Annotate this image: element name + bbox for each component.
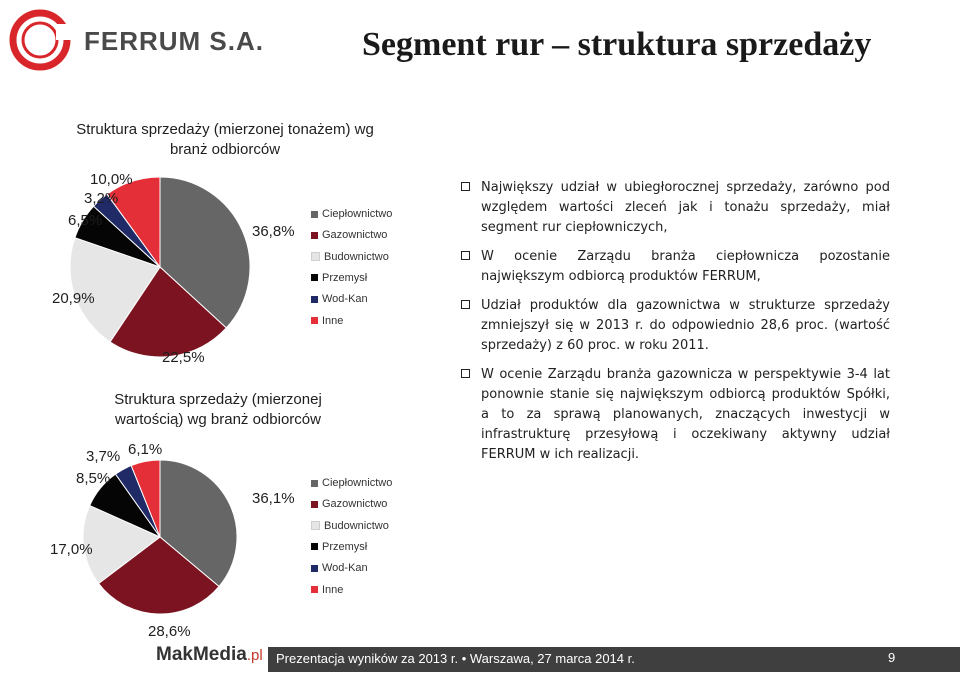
pie-data-label: 36,1% bbox=[252, 490, 295, 507]
checkbox-bullet-icon bbox=[461, 300, 470, 309]
legend-item bbox=[311, 497, 387, 511]
legend-label: Budownictwo bbox=[324, 250, 389, 263]
chart2-title: Struktura sprzedaży (mierzonej wartością) wg branż odbiorców bbox=[114, 391, 322, 428]
legend-item bbox=[311, 583, 343, 597]
pie-data-label: 22,5% bbox=[162, 349, 205, 366]
makmedia-logo: MakMedia.pl bbox=[156, 644, 263, 665]
legend-swatch bbox=[311, 543, 318, 550]
pie-data-label: 36,8% bbox=[252, 223, 295, 240]
legend-swatch bbox=[311, 480, 318, 487]
logo-text: FERRUM S.A. bbox=[84, 26, 264, 56]
checkbox-bullet-icon bbox=[461, 182, 470, 191]
legend-label: Przemysł bbox=[322, 271, 368, 284]
pie-data-label: 17,0% bbox=[50, 541, 93, 558]
pie-data-label: 6,1% bbox=[128, 441, 163, 458]
pie-data-label: 8,5% bbox=[76, 470, 111, 487]
legend-item bbox=[311, 561, 368, 575]
pie-data-label: 3,2% bbox=[84, 190, 119, 207]
legend-label: Gazownictwo bbox=[322, 229, 388, 242]
pie-data-label: 3,7% bbox=[86, 448, 121, 465]
pie-data-label: 28,6% bbox=[148, 623, 191, 640]
legend-label: Inne bbox=[322, 314, 344, 327]
footer-bar bbox=[268, 647, 960, 672]
bullet-list bbox=[460, 178, 890, 474]
legend-label: Wod-Kan bbox=[322, 293, 368, 306]
legend-swatch bbox=[311, 565, 318, 572]
legend-label: Gazownictwo bbox=[322, 498, 388, 511]
legend-label: Budownictwo bbox=[324, 519, 389, 532]
chart1-title: Struktura sprzedaży (mierzonej tonażem) wg branż odbiorców bbox=[76, 121, 374, 158]
legend-label: Wod-Kan bbox=[322, 562, 368, 575]
legend-item bbox=[311, 476, 392, 490]
legend-label: Ciepłownictwo bbox=[322, 208, 393, 220]
pie-data-label: 6,5% bbox=[68, 212, 103, 229]
bullet-item: W ocenie Zarządu branża gazownicza w perspektywie 3-4 lat ponownie stanie się największym odbiorcą produktów Spółki, a to za sprawą planowanych, znaczących inwestycji w infrastrukturę przesyłową i oczekiwany aktywny udział FERRUM w ich realizacji. bbox=[460, 365, 890, 465]
legend-label: Ciepłownictwo bbox=[322, 477, 393, 489]
legend-swatch bbox=[311, 521, 320, 530]
legend-swatch bbox=[311, 501, 318, 508]
page-number: 9 bbox=[888, 650, 896, 665]
legend-item bbox=[311, 540, 367, 554]
legend-label: Inne bbox=[322, 583, 344, 596]
bullet-item: W ocenie Zarządu branża ciepłownicza pozostanie największym odbiorcą produktów FERRUM, bbox=[460, 247, 890, 287]
slide-title: Segment rur – struktura sprzedaży bbox=[362, 26, 872, 63]
bullet-item: Największy udział w ubiegłorocznej sprzedaży, zarówno pod względem wartości zleceń jak i tonażu sprzedaży, miał segment rur ciepłowniczych, bbox=[460, 178, 890, 238]
chart2-legend bbox=[311, 476, 411, 606]
checkbox-bullet-icon bbox=[461, 369, 470, 378]
pie-data-label: 20,9% bbox=[52, 290, 95, 307]
legend-swatch bbox=[311, 586, 318, 593]
legend-item bbox=[311, 519, 389, 533]
footer-text: Prezentacja wyników za 2013 r. • Warszawa, 27 marca 2014 r. bbox=[276, 651, 635, 666]
checkbox-bullet-icon bbox=[461, 251, 470, 260]
pie-data-label: 10,0% bbox=[90, 171, 133, 188]
bullet-item: Udział produktów dla gazownictwa w strukturze sprzedaży zmniejszył się w 2013 r. do odpowiednio 28,6 proc. (wartość sprzedaży) z 60 proc. w roku 2011. bbox=[460, 296, 890, 356]
legend-label: Przemysł bbox=[322, 540, 368, 553]
